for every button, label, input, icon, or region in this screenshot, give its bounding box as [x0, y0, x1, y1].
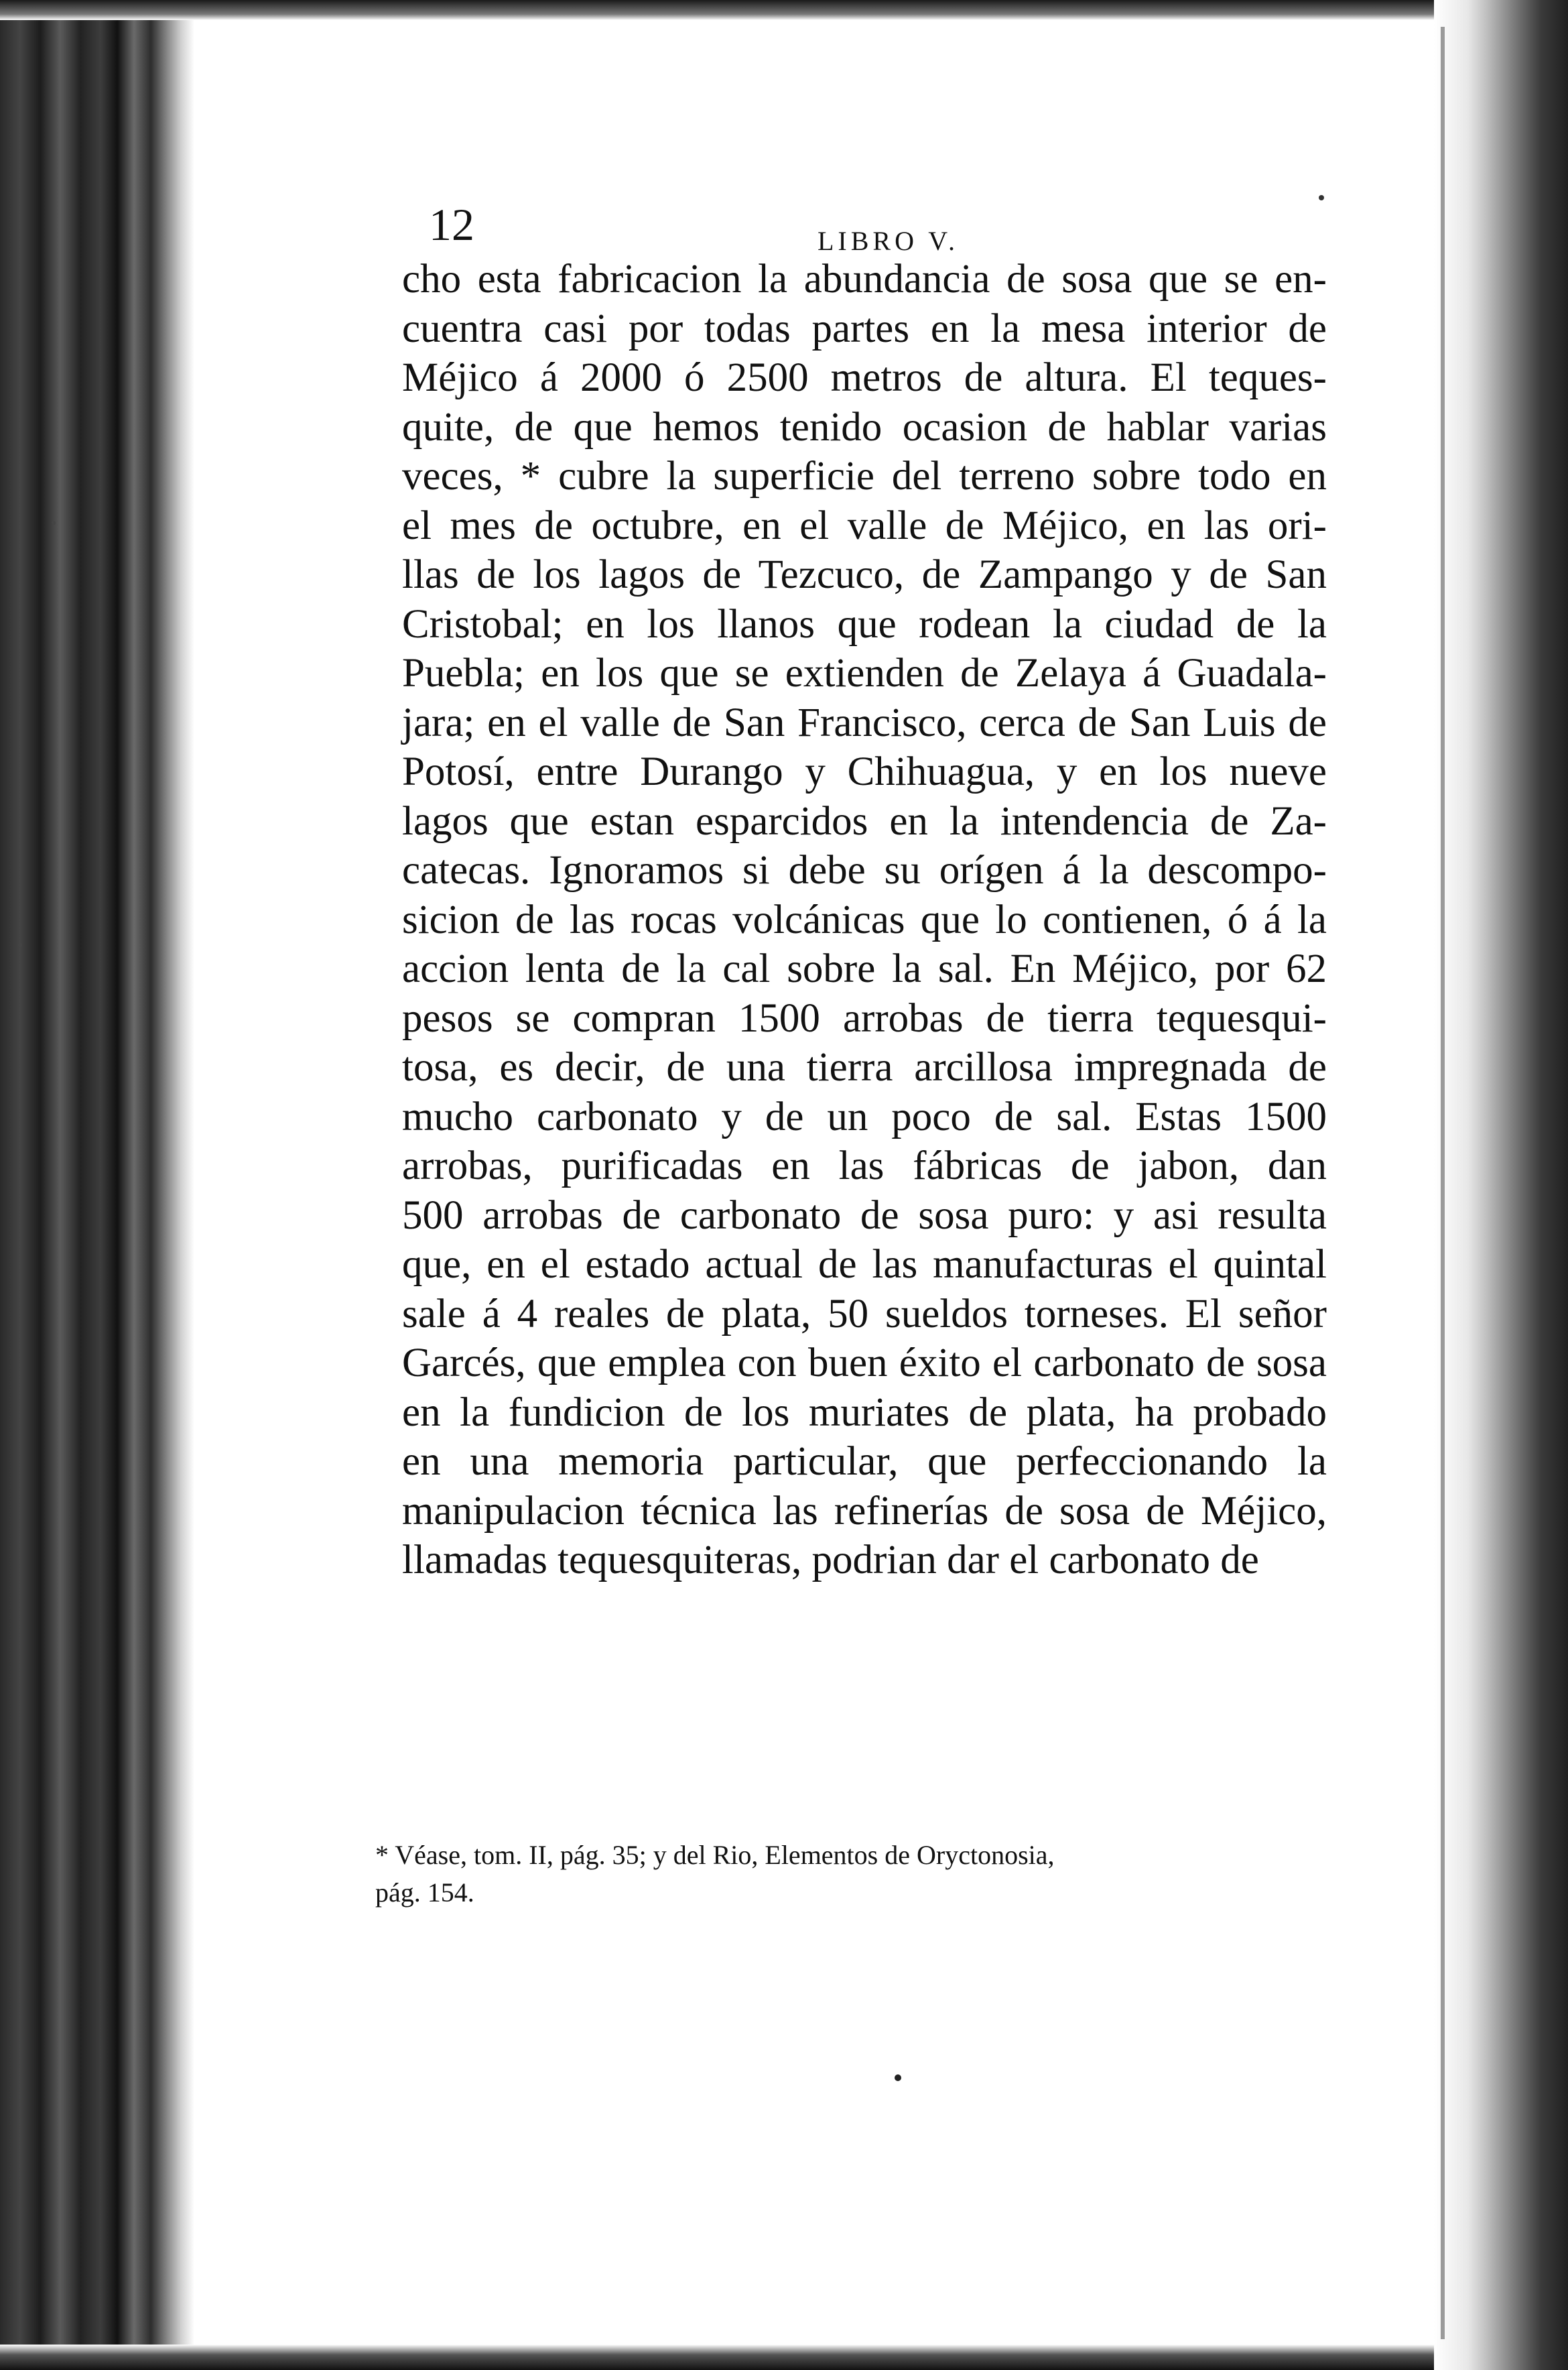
- body-line: lagos que estan esparcidos en la intendencia de Za-: [402, 798, 1327, 844]
- footnote-line: pág. 154.: [375, 1877, 474, 1908]
- body-line: cho esta fabricacion la abundancia de sosa que se en-: [402, 257, 1327, 302]
- body-line: sicion de las rocas volcánicas que lo contienen, ó á la: [402, 897, 1327, 942]
- speck: [52, 521, 56, 525]
- page-number: 12: [429, 199, 474, 250]
- body-line: catecas. Ignoramos si debe su orígen á la descompo-: [402, 848, 1327, 893]
- body-line: veces, * cubre la superficie del terreno sobre todo en: [402, 454, 1327, 499]
- body-line: 500 arrobas de carbonato de sosa puro: y asi resulta: [402, 1192, 1327, 1238]
- body-line: Potosí, entre Durango y Chihuagua, y en los nueve: [402, 749, 1327, 794]
- body-line: accion lenta de la cal sobre la sal. En Méjico, por 62: [402, 946, 1327, 991]
- footnote-line: * Véase, tom. II, pág. 35; y del Rio, Elementos de Oryctonosia,: [375, 1840, 1055, 1870]
- speck: [18, 943, 22, 947]
- body-line: en una memoria particular, que perfeccionando la: [402, 1439, 1327, 1484]
- body-line: sale á 4 reales de plata, 50 sueldos torneses. El señor: [402, 1291, 1327, 1336]
- body-line: quite, de que hemos tenido ocasion de hablar varias: [402, 404, 1327, 450]
- body-line: jara; en el valle de San Francisco, cerca de San Luis de: [402, 700, 1327, 745]
- running-head: LIBRO V.: [818, 226, 960, 256]
- body-line: arrobas, purificadas en las fábricas de jabon, dan: [402, 1143, 1327, 1188]
- body-line: Puebla; en los que se extienden de Zelaya á Guadala-: [402, 651, 1327, 696]
- body-line: Garcés, que emplea con buen éxito el carbonato de sosa: [402, 1340, 1327, 1385]
- body-line: que, en el estado actual de las manufacturas el quintal: [402, 1242, 1327, 1287]
- body-line: mucho carbonato y de un poco de sal. Estas 1500: [402, 1094, 1327, 1139]
- body-line: manipulacion técnica las refinerías de sosa de Méjico,: [402, 1488, 1327, 1534]
- body-line: Cristobal; en los llanos que rodean la ciudad de la: [402, 601, 1327, 647]
- body-line: cuentra casi por todas partes en la mesa interior de: [402, 306, 1327, 351]
- speck: [895, 2074, 901, 2081]
- body-line: tosa, es decir, de una tierra arcillosa impregnada de: [402, 1045, 1327, 1090]
- body-line: en la fundicion de los muriates de plata, ha probado: [402, 1389, 1327, 1435]
- body-line: el mes de octubre, en el valle de Méjico, en las ori-: [402, 503, 1327, 548]
- body-line: llamadas tequesquiteras, podrian dar el carbonato de: [402, 1538, 1259, 1582]
- body-line: llas de los lagos de Tezcuco, de Zampango y de San: [402, 552, 1327, 597]
- speck: [1319, 195, 1324, 200]
- body-line: Méjico á 2000 ó 2500 metros de altura. El teques-: [402, 355, 1327, 400]
- body-line: pesos se compran 1500 arrobas de tierra tequesqui-: [402, 995, 1327, 1041]
